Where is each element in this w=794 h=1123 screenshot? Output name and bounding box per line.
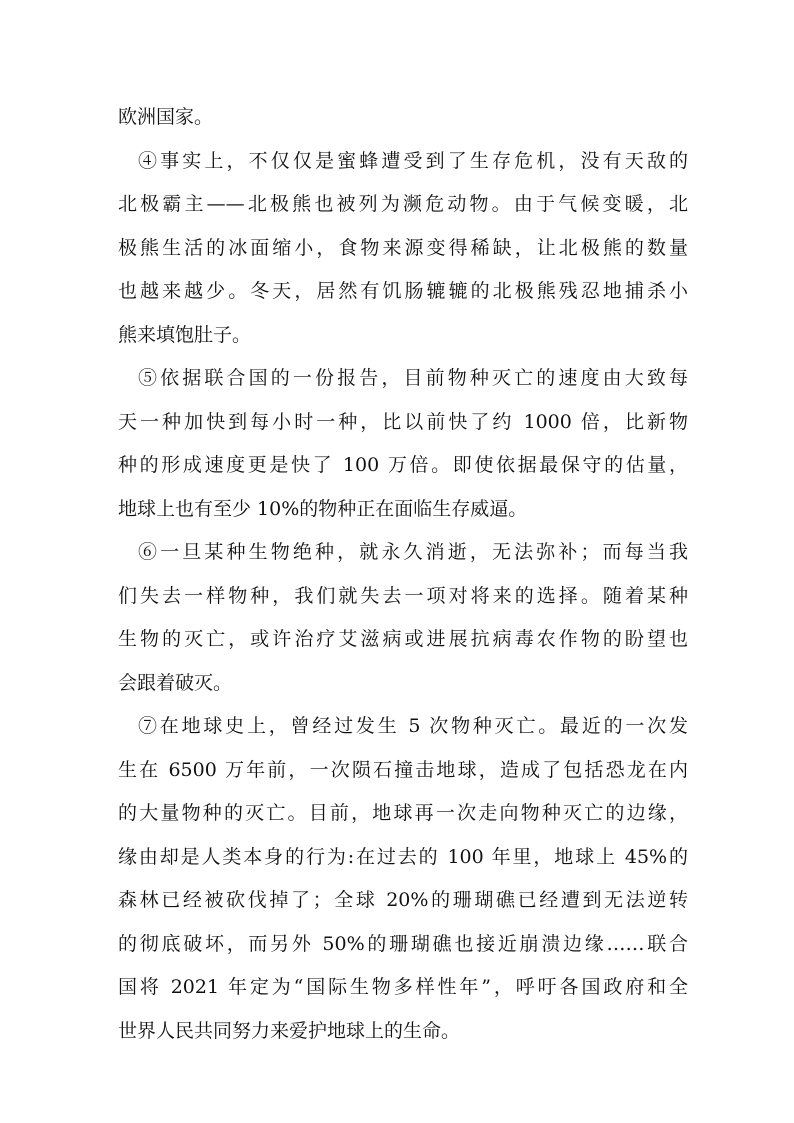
article-body (118, 96, 688, 1053)
text-line: 森林已经被砍伐掉了；全球 20%的珊瑚礁已经遭到无法逆转 (118, 889, 688, 911)
text-line: 也越来越少。冬天，居然有饥肠辘辘的北极熊残忍地捕杀小 (118, 280, 688, 302)
text-line: 的彻底破坏，而另外 50%的珊瑚礁也接近崩溃边缘……联合 (118, 932, 688, 955)
text-line: 缘由却是人类本身的行为:在过去的 100 年里，地球上 45%的 (118, 845, 688, 868)
paragraph-7-line: ⑦在地球史上，曾经过发生 5 次物种灭亡。最近的一次发 (138, 715, 688, 737)
text-line: 地球上也有至少 10%的物种正在面临生存威逼。 (118, 497, 528, 520)
text-line: 天一种加快到每小时一种，比以前快了约 1000 倍，比新物 (118, 410, 688, 433)
text-line: 生物的灭亡，或许治疗艾滋病或进展抗病毒农作物的盼望也 (118, 628, 688, 650)
text-line: 北极霸主——北极熊也被列为濒危动物。由于气候变暖，北 (118, 193, 688, 215)
text-line: 种的形成速度更是快了 100 万倍。即使依据最保守的估量， (118, 454, 688, 476)
text-line: 的大量物种的灭亡。目前，地球再一次走向物种灭亡的边缘， (118, 802, 688, 824)
text-line: 世界人民共同努力来爱护地球上的生命。 (118, 1019, 461, 1042)
paragraph-6-line: ⑥一旦某种生物绝种，就永久消逝，无法弥补；而每当我 (138, 541, 688, 563)
text-line: 极熊生活的冰面缩小，食物来源变得稀缺，让北极熊的数量 (118, 236, 688, 259)
text-line: 会跟着破灭。 (118, 671, 233, 694)
text-line: 熊来填饱肚子。 (118, 323, 252, 346)
paragraph-4-line: ④事实上，不仅仅是蜜蜂遭受到了生存危机，没有天敌的 (138, 149, 688, 172)
paragraph-5-line: ⑤依据联合国的一份报告，目前物种灭亡的速度由大致每 (138, 367, 688, 389)
text-line: 国将 2021 年定为“国际生物多样性年”，呼吁各国政府和全 (118, 976, 688, 998)
text-line: 们失去一样物种，我们就失去一项对将来的选择。随着某种 (118, 584, 688, 607)
text-line: 生在 6500 万年前，一次陨石撞击地球，造成了包括恐龙在内 (118, 758, 688, 781)
text-line: 欧洲国家。 (118, 106, 214, 128)
